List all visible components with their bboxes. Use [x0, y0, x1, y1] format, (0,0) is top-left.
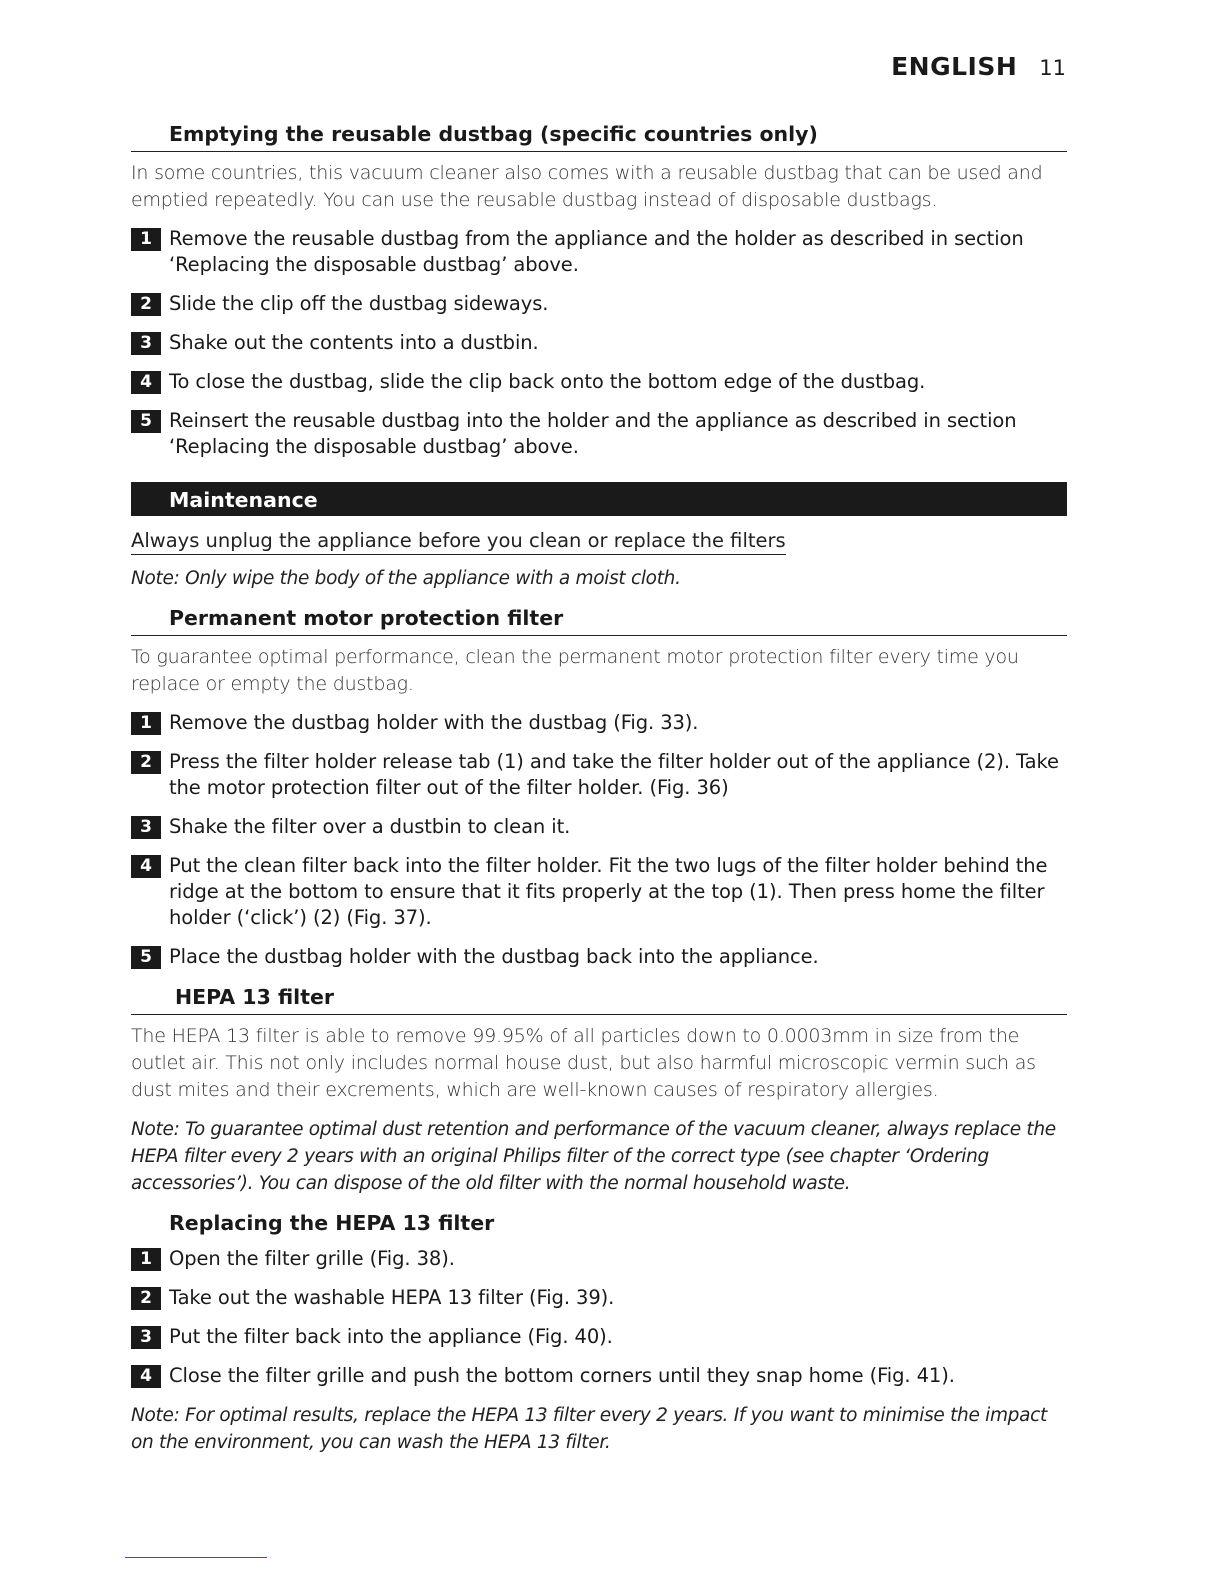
step-text: Shake out the contents into a dustbin. — [169, 331, 539, 354]
step-text: Open the filter grille (Fig. 38). — [169, 1247, 455, 1270]
step-number-badge: 3 — [131, 816, 161, 839]
list-item — [131, 1363, 1067, 1389]
step-number-badge: 4 — [131, 855, 161, 878]
section-intro: In some countries, this vacuum cleaner also comes with a reusable dustbag that can be used and emptied repeatedly. You can use the reusable dustbag instead of disposable dustbags. — [131, 162, 1043, 211]
step-text: Take out the washable HEPA 13 filter (Fig. 39). — [169, 1286, 615, 1309]
step-number-badge: 4 — [131, 371, 161, 394]
step-text: Remove the dustbag holder with the dustbag (Fig. 33). — [169, 711, 699, 734]
list-item — [131, 710, 1067, 736]
list-item — [131, 853, 1067, 931]
list-item — [131, 330, 1067, 356]
section-title-motor-filter: Permanent motor protection filter — [131, 604, 1067, 636]
replacing-hepa-note: Note: For optimal results, replace the HEPA 13 filter every 2 years. If you want to minimise the impact on the environment, you can wash the HEPA 13 filter. — [131, 1405, 1047, 1453]
step-number-badge: 5 — [131, 410, 161, 433]
list-item — [131, 408, 1067, 460]
unplug-warning: Always unplug the appliance before you clean or replace the filters — [131, 528, 786, 555]
step-number-badge: 1 — [131, 228, 161, 251]
step-number-badge: 3 — [131, 1326, 161, 1349]
step-text: To close the dustbag, slide the clip back onto the bottom edge of the dustbag. — [169, 370, 926, 393]
step-number-badge: 2 — [131, 1287, 161, 1310]
section-intro: The HEPA 13 filter is able to remove 99.95% of all particles down to 0.0003mm in size from the outlet air. This not only includes normal house dust, but also harmful microscopic vermin such as dust mites and their excrements, which are well-known causes of respiratory allergies. — [131, 1025, 1036, 1101]
maintenance-heading-bar: Maintenance — [131, 482, 1067, 516]
step-number-badge: 5 — [131, 946, 161, 969]
step-text: Put the filter back into the appliance (Fig. 40). — [169, 1325, 613, 1348]
list-item — [131, 814, 1067, 840]
step-text: Place the dustbag holder with the dustbag back into the appliance. — [169, 945, 819, 968]
step-number-badge: 4 — [131, 1365, 161, 1388]
language-label: ENGLISH — [891, 52, 1018, 81]
list-item — [131, 944, 1067, 970]
hepa-note: Note: To guarantee optimal dust retention and performance of the vacuum cleaner, always replace the HEPA filter every 2 years with an original Philips filter of the correct type (see chapter ‘Ordering accessories’). You can dispose of the old filter with the normal household waste. — [131, 1119, 1056, 1194]
step-number-badge: 2 — [131, 293, 161, 316]
section-intro: To guarantee optimal performance, clean the permanent motor protection filter every time you replace or empty the dustbag. — [131, 646, 1019, 695]
step-text: Press the filter holder release tab (1) and take the filter holder out of the appliance (2). Take the motor protection filter out of the filter holder. (Fig. 36) — [169, 750, 1059, 799]
page-content — [131, 120, 1067, 1468]
step-text: Close the filter grille and push the bottom corners until they snap home (Fig. 41). — [169, 1364, 955, 1387]
list-item — [131, 369, 1067, 395]
step-number-badge: 1 — [131, 1248, 161, 1271]
step-text: Shake the filter over a dustbin to clean it. — [169, 815, 571, 838]
page-number: 11 — [1039, 56, 1066, 80]
section-title-replacing-hepa: Replacing the HEPA 13 filter — [169, 1211, 495, 1235]
step-text: Reinsert the reusable dustbag into the holder and the appliance as described in section ‘Replacing the disposable dustbag’ above. — [169, 409, 1017, 458]
list-item — [131, 291, 1067, 317]
step-number-badge: 2 — [131, 751, 161, 774]
step-text: Put the clean filter back into the filter holder. Fit the two lugs of the filter holder behind the ridge at the bottom to ensure that it fits properly at the top (1). Then press home the filter holder (‘click’) (2) (Fig. 37). — [169, 854, 1048, 929]
step-text: Remove the reusable dustbag from the appliance and the holder as described in section ‘Replacing the disposable dustbag’ above. — [169, 227, 1024, 276]
list-item — [131, 1246, 1067, 1272]
footer-rule — [125, 1557, 267, 1558]
step-text: Slide the clip off the dustbag sideways. — [169, 292, 549, 315]
list-item — [131, 1324, 1067, 1350]
step-number-badge: 3 — [131, 332, 161, 355]
section-title-hepa-filter: HEPA 13 filter — [131, 983, 1067, 1015]
step-number-badge: 1 — [131, 712, 161, 735]
list-item — [131, 226, 1067, 278]
page-header — [891, 52, 1066, 81]
maintenance-note: Note: Only wipe the body of the appliance with a moist cloth. — [131, 568, 681, 589]
section-title-reusable-dustbag: Emptying the reusable dustbag (specific countries only) — [131, 120, 1067, 152]
list-item — [131, 1285, 1067, 1311]
list-item — [131, 749, 1067, 801]
